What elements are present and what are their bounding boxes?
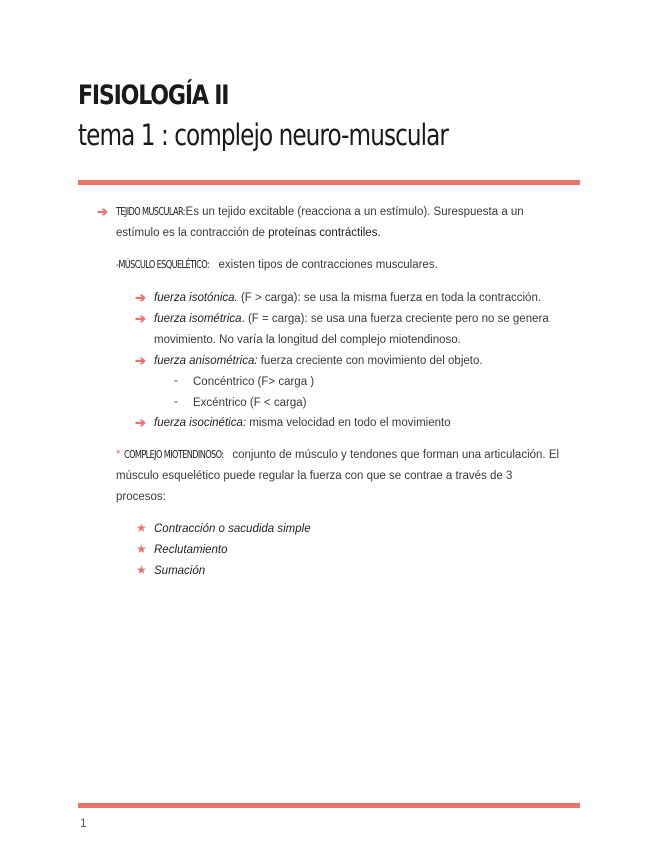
isokinetic-desc: misma velocidad en todo el movimiento — [246, 417, 451, 429]
bottom-divider — [78, 803, 580, 808]
eccentric-item: Excéntrico (F < carga) — [193, 397, 307, 409]
isotonic-desc: (F > carga): se usa la misma fuerza en toda la contracción. — [237, 292, 542, 304]
arrow-right-icon: ➔ — [135, 311, 146, 326]
page-title: FISIOLOGÍA II — [78, 80, 229, 111]
isotonic-name: fuerza isotónica. — [154, 292, 238, 304]
arrow-right-icon: ➔ — [97, 204, 108, 219]
top-divider — [78, 180, 580, 185]
tejido-muscular-text-1: Es un tejido excitable (reacciona a un estímulo). Surespuesta a un — [182, 206, 524, 218]
anisometric-name: fuerza anisométrica: — [154, 355, 258, 367]
star-icon: ★ — [136, 563, 147, 577]
isometric-desc-1: . (F = carga): se usa una fuerza creciente pero no se genera — [241, 313, 549, 325]
complejo-miotendinoso-line-2: músculo esquelético puede regular la fuerza con que se contrae a través de 3 — [116, 470, 513, 482]
isokinetic-line — [154, 416, 451, 430]
isometric-line-1 — [154, 312, 549, 326]
tejido-muscular-line-2 — [116, 226, 381, 240]
tejido-muscular-text-2: estímulo es la contracción de — [116, 227, 269, 239]
isotonic-line — [154, 291, 541, 305]
process-item: Reclutamiento — [154, 544, 228, 556]
proteinas-contractiles: proteínas contráctiles. — [268, 227, 381, 239]
complejo-miotendinoso-line-1 — [116, 448, 559, 462]
arrow-right-icon: ➔ — [135, 353, 146, 368]
process-item: Sumación — [154, 565, 206, 577]
anisometric-line — [154, 354, 483, 368]
isometric-line-2: movimiento. No varía la longitud del complejo miotendinoso. — [154, 334, 461, 346]
star-icon: ★ — [136, 542, 147, 556]
isometric-name: fuerza isométrica — [154, 313, 242, 325]
dash-bullet: - — [174, 375, 178, 387]
complejo-miotendinoso-text-1: conjunto de músculo y tendones que forman una articulación. El — [229, 449, 560, 461]
isokinetic-name: fuerza isocinética: — [154, 417, 247, 429]
arrow-right-icon: ➔ — [135, 415, 146, 430]
complejo-miotendinoso-line-3: procesos: — [116, 491, 166, 503]
anisometric-desc: fuerza creciente con movimiento del objeto. — [257, 355, 483, 367]
musculo-esqueletico-label: -MÚSCULO ESQUELÉTICO: — [116, 259, 210, 271]
asterisk-icon: * — [116, 449, 121, 461]
process-item: Contracción o sacudida simple — [154, 523, 311, 535]
dash-bullet: - — [174, 396, 178, 408]
tejido-muscular-line-1 — [116, 205, 524, 219]
star-icon: ★ — [136, 521, 147, 535]
musculo-esqueletico-text: existen tipos de contracciones musculares. — [215, 259, 438, 271]
complejo-miotendinoso-label: COMPLEJO MIOTENDINOSO: — [123, 449, 224, 461]
arrow-right-icon: ➔ — [135, 290, 146, 305]
tejido-muscular-label: TEJIDO MUSCULAR: — [116, 206, 185, 218]
concentric-item: Concéntrico (F> carga ) — [193, 376, 315, 388]
page-number: 1 — [80, 816, 87, 830]
musculo-esqueletico-line — [116, 258, 438, 272]
page-subtitle: tema 1 : complejo neuro-muscular — [78, 118, 448, 152]
